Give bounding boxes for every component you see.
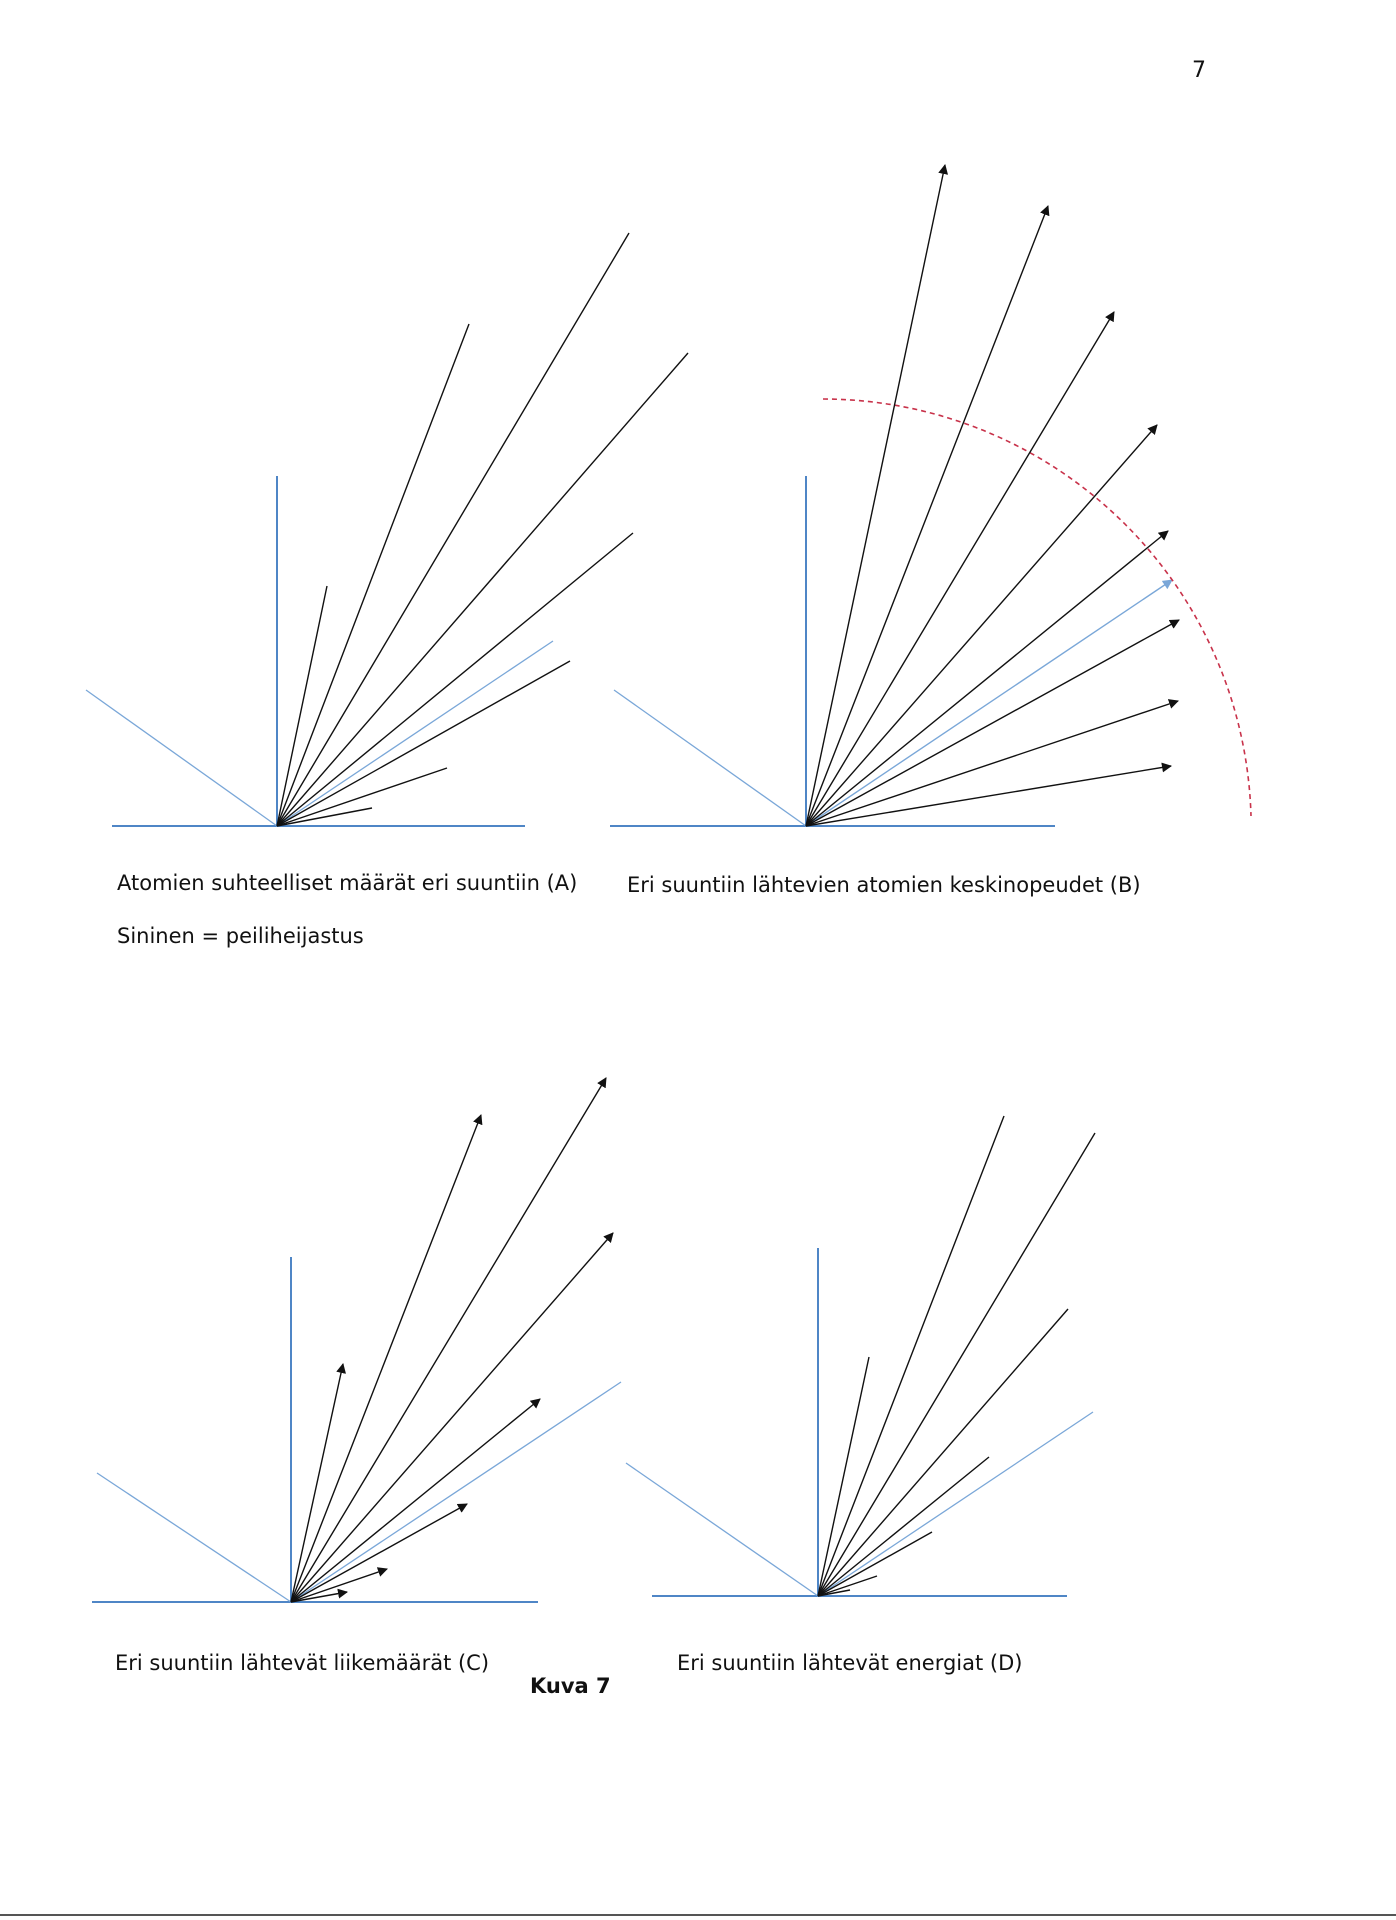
panel-d-incident-beam <box>626 1463 818 1596</box>
panel-b <box>610 165 1251 826</box>
panel-a-specular-ray <box>277 641 553 826</box>
panel-d-caption: Eri suuntiin lähtevät energiat (D) <box>677 1651 1023 1675</box>
panel-a-ray <box>277 533 633 826</box>
panel-a-ray <box>277 586 327 826</box>
panel-b-arrow <box>806 701 1178 826</box>
panel-d-rays <box>818 1116 1095 1596</box>
panel-b-arrow <box>806 531 1168 826</box>
panel-b-arrow <box>806 312 1114 826</box>
panel-a-ray <box>277 233 629 826</box>
panel-a-incident-beam <box>86 690 277 826</box>
panel-d-ray <box>818 1116 1004 1596</box>
panel-a-ray <box>277 324 469 826</box>
panel-b-caption: Eri suuntiin lähtevien atomien keskinopeudet (B) <box>627 873 1141 897</box>
panel-b-incident-beam <box>614 690 806 826</box>
panel-b-arrows <box>806 165 1179 826</box>
panel-c-incident-beam <box>97 1473 291 1602</box>
panel-d-specular-ray <box>818 1412 1093 1596</box>
panel-a-legend: Sininen = peiliheijastus <box>117 924 364 948</box>
panel-c-arrow <box>291 1115 481 1602</box>
panel-a-ray <box>277 353 688 826</box>
panel-d-ray <box>818 1133 1095 1596</box>
panel-d-ray <box>818 1532 932 1596</box>
panel-b-arrow <box>806 206 1048 826</box>
panel-a-rays <box>277 233 688 826</box>
panel-c <box>92 1078 621 1602</box>
panel-c-arrows <box>291 1078 613 1602</box>
panel-a-ray <box>277 661 570 826</box>
page-number: 7 <box>1192 58 1206 83</box>
panel-a <box>86 233 688 826</box>
page-bottom-rule <box>0 1914 1396 1916</box>
panel-c-specular-ray <box>291 1382 621 1602</box>
panel-b-arrow <box>806 165 945 826</box>
panel-a-caption: Atomien suhteelliset määrät eri suuntiin (A) <box>117 871 578 895</box>
panel-b-reference-arc <box>823 399 1251 816</box>
panel-c-caption: Eri suuntiin lähtevät liikemäärät (C) <box>115 1651 490 1675</box>
panel-c-arrow <box>291 1504 467 1602</box>
panel-c-arrow <box>291 1233 613 1602</box>
panel-c-arrow <box>291 1078 606 1602</box>
panel-d <box>626 1116 1095 1596</box>
panel-d-ray <box>818 1309 1068 1596</box>
figure-label: Kuva 7 <box>530 1674 611 1698</box>
